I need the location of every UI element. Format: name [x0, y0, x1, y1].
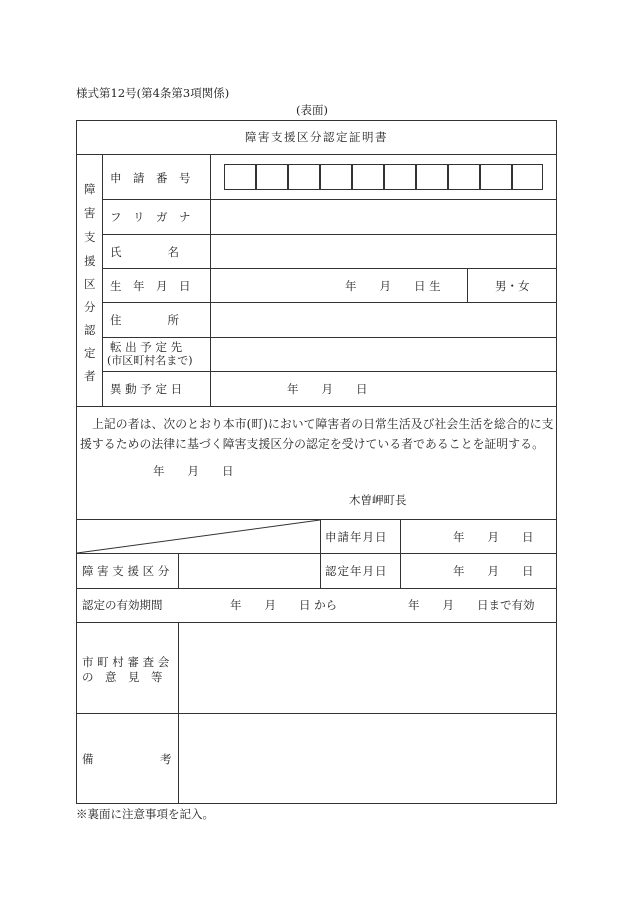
remarks-label-right: 考 [160, 752, 172, 766]
divider [102, 268, 557, 269]
certification-statement: 上記の者は、次のとおり本市(町)において障害者の日常生活及び社会生活を総合的に支援するための法律に基づく障害支援区分の認定を受けている者であることを証明する。 [80, 417, 554, 451]
support-category-label: 障 害 支 援 区 分 [82, 564, 170, 578]
group-label-char: 障 [84, 182, 96, 196]
divider [76, 406, 557, 407]
group-label-char: 援 [84, 254, 96, 268]
divider [400, 519, 401, 588]
approval-date-label: 認定年月日 [325, 564, 388, 578]
divider [102, 234, 557, 235]
remarks-label-left: 備 [82, 752, 94, 766]
application-number-digit-box[interactable] [288, 164, 320, 190]
group-label-char: 支 [84, 230, 96, 244]
application-number-digit-box[interactable] [256, 164, 288, 190]
group-label-char: 認 [84, 323, 96, 337]
application-number-digit-box[interactable] [384, 164, 416, 190]
furigana-label: フ リ ガ ナ [110, 210, 191, 224]
group-label-char: 者 [84, 369, 96, 383]
application-number-digit-box[interactable] [512, 164, 543, 190]
application-date-field[interactable]: 年 月 日 [453, 530, 534, 544]
form-title: 障害支援区分認定証明書 [245, 130, 388, 144]
issuer: 木曽岬町長 [349, 493, 407, 507]
support-category-field[interactable] [179, 554, 320, 588]
application-number-digit-box[interactable] [480, 164, 512, 190]
change-date-field[interactable]: 年 月 日 [287, 382, 368, 396]
group-label-char: 区 [84, 277, 96, 291]
group-label-char: 害 [84, 206, 96, 220]
moveout-label-sub: (市区町村名まで) [107, 354, 193, 367]
address-label: 住 所 [110, 313, 179, 327]
application-number-digit-box[interactable] [448, 164, 480, 190]
approval-date-field[interactable]: 年 月 日 [453, 564, 534, 578]
group-label-char: 分 [84, 300, 96, 314]
divider [102, 199, 557, 200]
application-number-digit-box[interactable] [320, 164, 352, 190]
application-number-digit-box[interactable] [416, 164, 448, 190]
divider [76, 588, 557, 589]
certification-date[interactable]: 年 月 日 [153, 464, 234, 478]
validity-to-field[interactable]: 年 月 日まで有効 [408, 598, 535, 612]
divider [102, 337, 557, 338]
form-number: 様式第12号(第4条第3項関係) [76, 86, 230, 100]
review-label-sub: の 意 見 等 [82, 670, 163, 684]
divider [102, 302, 557, 303]
group-label-char: 定 [84, 346, 96, 360]
change-date-label: 異 動 予 定 日 [110, 382, 183, 396]
divider [102, 154, 103, 406]
review-label: 市 町 村 審 査 会 [82, 655, 170, 669]
application-number-label: 申 請 番 号 [110, 171, 191, 185]
diagonal-line [77, 520, 321, 554]
name-label: 氏 名 [110, 245, 179, 259]
birthdate-field[interactable]: 年 月 日 生 [345, 279, 441, 293]
review-opinion-field[interactable] [179, 623, 556, 713]
footnote: ※裏面に注意事項を記入。 [76, 807, 214, 821]
side-label: (表面) [296, 103, 328, 117]
moveout-label: 転 出 予 定 先 [110, 340, 183, 354]
divider [210, 154, 211, 406]
remarks-field[interactable] [179, 714, 556, 803]
divider [102, 371, 557, 372]
birthdate-label: 生 年 月 日 [110, 279, 191, 293]
application-number-digit-box[interactable] [352, 164, 384, 190]
divider [467, 268, 468, 302]
application-date-label: 申請年月日 [325, 530, 388, 544]
validity-from-field[interactable]: 年 月 日 から [230, 598, 338, 612]
application-number-digit-box[interactable] [224, 164, 256, 190]
validity-label: 認定の有効期間 [82, 598, 163, 612]
sex-field[interactable]: 男・女 [495, 279, 530, 293]
divider [76, 154, 557, 155]
